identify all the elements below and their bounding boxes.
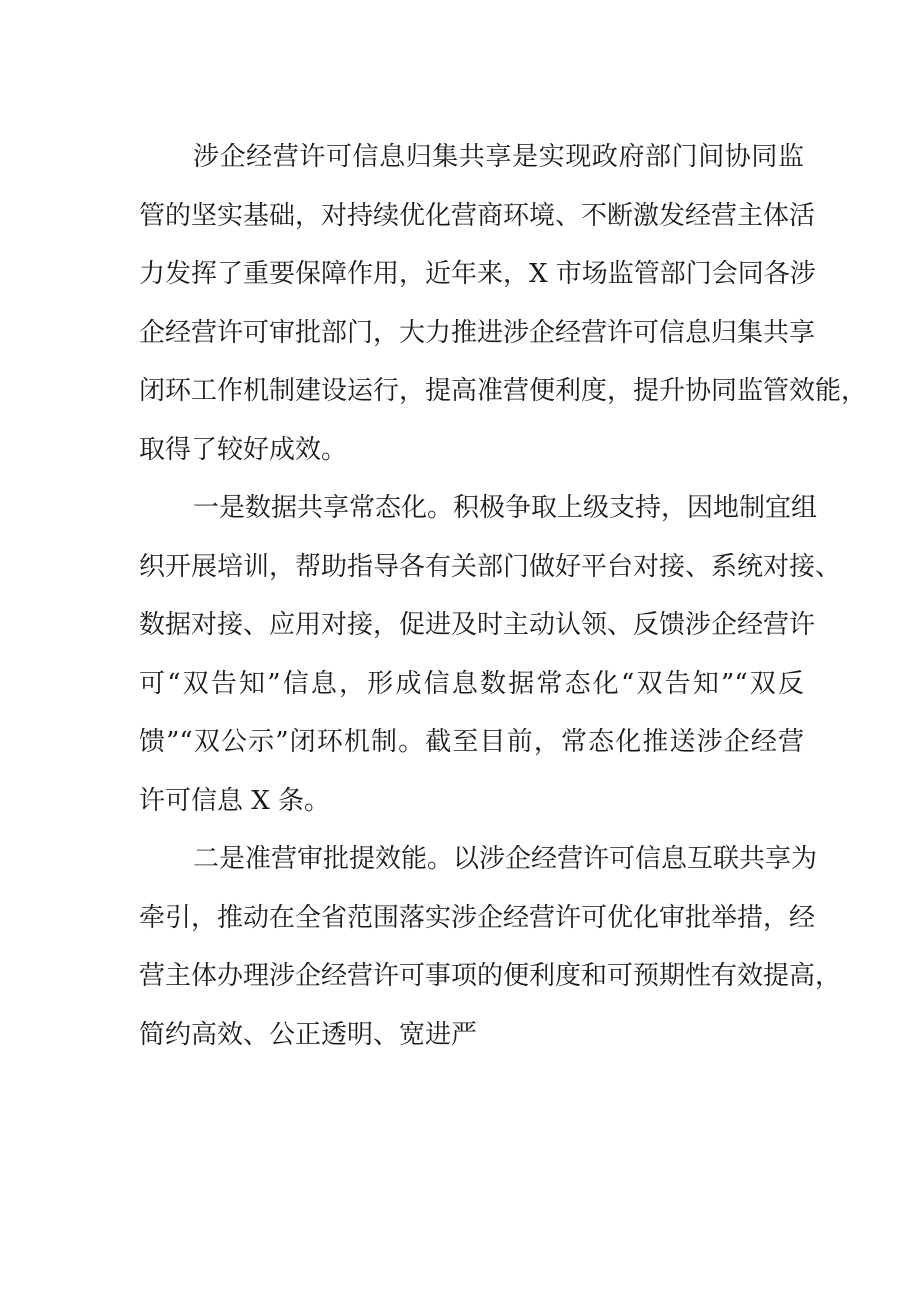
paragraph-line: 织开展培训，帮助指导各有关部门做好平台对接、系统对接、 [139, 551, 842, 582]
paragraph-line: 取得了较好成效。 [139, 434, 348, 465]
paragraph-line: 二是准营审批提效能。以涉企经营许可信息互联共享为 [193, 844, 818, 874]
paragraph-line: 馈”“双公示”闭环机制。截至目前，常态化推送涉企经营 [139, 727, 804, 757]
paragraph-line: 许可信息 X 条。 [139, 785, 331, 816]
paragraph-data-sharing [139, 479, 842, 830]
paragraph-line: 企经营许可审批部门，大力推进涉企经营许可信息归集共享 [139, 317, 816, 348]
paragraph-line: 闭环工作机制建设运行，提高准营便利度，提升协同监管效能， [139, 376, 868, 406]
paragraph-intro [139, 128, 868, 479]
paragraph-line: 一是数据共享常态化。积极争取上级支持，因地制宜组 [193, 493, 818, 523]
paragraph-line: 力发挥了重要保障作用，近年来，X 市场监管部门会同各涉 [139, 259, 816, 289]
paragraph-approval-efficiency [139, 830, 842, 1064]
paragraph-line: 可“双告知”信息，形成信息数据常态化“双告知”“双反 [139, 668, 804, 699]
document-body [139, 128, 868, 1064]
paragraph-line: 牵引，推动在全省范围落实涉企经营许可优化审批举措，经 [139, 902, 816, 933]
paragraph-line: 简约高效、公正透明、宽进严 [139, 1019, 478, 1050]
paragraph-line: 数据对接、应用对接，促进及时主动认领、反馈涉企经营许 [139, 610, 816, 640]
paragraph-line: 涉企经营许可信息归集共享是实现政府部门间协同监 [193, 142, 804, 172]
paragraph-line: 管的坚实基础，对持续优化营商环境、不断激发经营主体活 [139, 200, 816, 231]
paragraph-line: 营主体办理涉企经营许可事项的便利度和可预期性有效提高， [139, 961, 842, 991]
